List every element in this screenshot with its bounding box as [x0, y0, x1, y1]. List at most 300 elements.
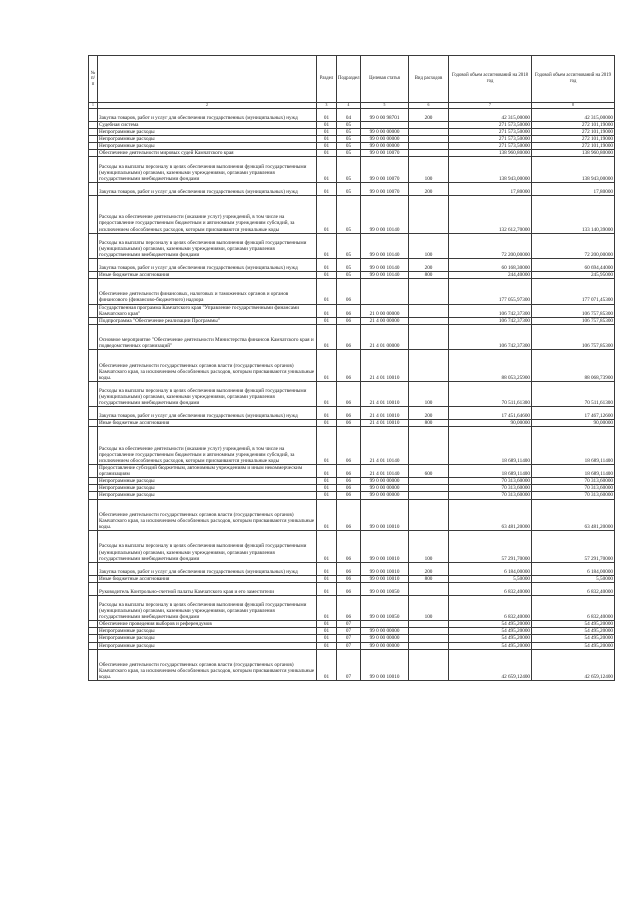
razdel-cell: 01 — [317, 499, 337, 531]
num-cell — [89, 182, 98, 195]
podrazdel-cell: 05 — [337, 233, 361, 258]
value-2018-cell: 6 832,40000 — [449, 582, 532, 595]
table-row — [89, 420, 615, 427]
value-2019-cell: 6 832,40000 — [532, 595, 615, 620]
value-2018-cell: 5,50000 — [449, 575, 532, 582]
razdel-cell: 01 — [317, 304, 337, 317]
podrazdel-cell: 06 — [337, 350, 361, 382]
vid-cell: 200 — [409, 259, 449, 272]
value-2019-cell: 106 757,85300 — [532, 304, 615, 317]
vid-cell: 100 — [409, 381, 449, 406]
target-cell: 21 4 01 10010 — [361, 381, 409, 406]
num-cell — [89, 492, 98, 499]
col-razdel-header: Раздел — [317, 56, 337, 103]
podrazdel-cell: 05 — [337, 136, 361, 143]
razdel-cell: 01 — [317, 272, 337, 279]
target-cell: 21 4 00 00000 — [361, 317, 409, 324]
header-row — [89, 56, 615, 103]
value-2018-cell: 54 495,20000 — [449, 635, 532, 642]
value-2019-cell: 245,95000 — [532, 272, 615, 279]
podrazdel-cell: 05 — [337, 157, 361, 182]
target-cell: 99 0 00 00000 — [361, 485, 409, 492]
value-2018-cell: 54 495,20000 — [449, 628, 532, 635]
vid-cell — [409, 427, 449, 465]
podrazdel-cell: 06 — [337, 492, 361, 499]
razdel-cell: 01 — [317, 259, 337, 272]
razdel-cell: 01 — [317, 635, 337, 642]
table-row — [89, 427, 615, 465]
podrazdel-cell: 06 — [337, 317, 361, 324]
num-cell — [89, 582, 98, 595]
vid-cell: 200 — [409, 407, 449, 420]
num-cell — [89, 136, 98, 143]
razdel-cell: 01 — [317, 621, 337, 628]
table-row — [89, 272, 615, 279]
vid-cell: 600 — [409, 465, 449, 478]
num-cell — [89, 195, 98, 233]
podrazdel-cell: 06 — [337, 595, 361, 620]
name-cell: Обеспечение деятельности государственных органов власти (государственных органов) Камчатского края, за исключением обособленных расходов, которым присваиваются уникальные коды. — [98, 649, 317, 681]
podrazdel-cell: 05 — [337, 143, 361, 150]
table-row — [89, 499, 615, 531]
index-cell: 4 — [337, 103, 361, 109]
podrazdel-cell: 05 — [337, 272, 361, 279]
podrazdel-cell: 06 — [337, 279, 361, 304]
podrazdel-cell: 06 — [337, 427, 361, 465]
podrazdel-cell: 06 — [337, 407, 361, 420]
vid-cell: 100 — [409, 233, 449, 258]
table-body — [89, 109, 615, 681]
target-cell: 99 0 00 00000 — [361, 136, 409, 143]
value-2019-cell: 272 101,19000 — [532, 136, 615, 143]
podrazdel-cell: 07 — [337, 642, 361, 649]
target-cell: 99 0 00 10010 — [361, 575, 409, 582]
razdel-cell: 01 — [317, 143, 337, 150]
razdel-cell: 01 — [317, 109, 337, 122]
target-cell: 99 0 00 10140 — [361, 233, 409, 258]
razdel-cell: 01 — [317, 420, 337, 427]
target-cell: 99 0 00 10010 — [361, 531, 409, 563]
value-2018-cell: 17,80000 — [449, 182, 532, 195]
value-2018-cell: 138 960,80000 — [449, 150, 532, 157]
target-cell — [361, 122, 409, 129]
name-cell: Непрограммные расходы — [98, 642, 317, 649]
value-2018-cell: 70 313,60000 — [449, 478, 532, 485]
vid-cell — [409, 279, 449, 304]
table-row — [89, 122, 615, 129]
num-cell — [89, 109, 98, 122]
num-cell — [89, 595, 98, 620]
table-row — [89, 381, 615, 406]
razdel-cell: 01 — [317, 122, 337, 129]
vid-cell: 200 — [409, 182, 449, 195]
podrazdel-cell: 06 — [337, 575, 361, 582]
col-2019-header: Годовой объем ассигнований на 2019 год — [532, 56, 615, 103]
name-cell: Закупка товаров, работ и услуг для обеспечения государственных (муниципальных) нужд — [98, 182, 317, 195]
name-cell: Непрограммные расходы — [98, 635, 317, 642]
podrazdel-cell: 06 — [337, 531, 361, 563]
table-row — [89, 595, 615, 620]
num-cell — [89, 259, 98, 272]
vid-cell: 100 — [409, 157, 449, 182]
col-name-header — [98, 56, 317, 103]
vid-cell — [409, 350, 449, 382]
num-cell — [89, 465, 98, 478]
name-cell: Расходы на выплаты персоналу в целях обеспечения выполнения функций государственными (муниципальными) органами, казенными учреждениями, органами управления государственными внебюджетными фондами — [98, 233, 317, 258]
index-cell: 5 — [361, 103, 409, 109]
razdel-cell: 01 — [317, 427, 337, 465]
target-cell: 99 0 00 10010 — [361, 499, 409, 531]
value-2018-cell: 88 053,25900 — [449, 350, 532, 382]
value-2019-cell: 54 495,20000 — [532, 621, 615, 628]
value-2018-cell: 54 495,20000 — [449, 621, 532, 628]
value-2019-cell: 177 071,45300 — [532, 279, 615, 304]
num-cell — [89, 420, 98, 427]
value-2019-cell: 70 511,61300 — [532, 381, 615, 406]
table-row — [89, 143, 615, 150]
table-row — [89, 485, 615, 492]
num-cell — [89, 272, 98, 279]
razdel-cell: 01 — [317, 582, 337, 595]
value-2019-cell: 6 832,40000 — [532, 582, 615, 595]
budget-table — [88, 55, 615, 681]
table-row — [89, 635, 615, 642]
podrazdel-cell: 05 — [337, 122, 361, 129]
target-cell: 21 0 00 00000 — [361, 304, 409, 317]
value-2018-cell: 271 573,50000 — [449, 122, 532, 129]
table-row — [89, 136, 615, 143]
vid-cell: 800 — [409, 420, 449, 427]
vid-cell — [409, 304, 449, 317]
podrazdel-cell: 06 — [337, 562, 361, 575]
name-cell: Обеспечение деятельности финансовых, налоговых и таможенных органов и органов финансового (финансово-бюджетного) надзора — [98, 279, 317, 304]
value-2019-cell: 272 101,19000 — [532, 143, 615, 150]
vid-cell — [409, 129, 449, 136]
value-2018-cell: 6 832,40000 — [449, 595, 532, 620]
target-cell: 99 0 00 98701 — [361, 109, 409, 122]
value-2018-cell: 271 573,50000 — [449, 129, 532, 136]
razdel-cell: 01 — [317, 531, 337, 563]
razdel-cell: 01 — [317, 136, 337, 143]
value-2019-cell: 57 291,70000 — [532, 531, 615, 563]
name-cell: Обеспечение деятельности мировых судей Камчатского края — [98, 150, 317, 157]
value-2019-cell: 54 495,20000 — [532, 635, 615, 642]
razdel-cell: 01 — [317, 381, 337, 406]
index-cell: 7 — [449, 103, 532, 109]
value-2019-cell: 138 943,00000 — [532, 157, 615, 182]
razdel-cell: 01 — [317, 182, 337, 195]
value-2019-cell: 5,50000 — [532, 575, 615, 582]
num-cell — [89, 478, 98, 485]
razdel-cell: 01 — [317, 150, 337, 157]
target-cell: 21 4 01 00000 — [361, 324, 409, 349]
index-cell: 3 — [317, 103, 337, 109]
value-2018-cell: 177 055,97300 — [449, 279, 532, 304]
value-2019-cell: 18 689,11400 — [532, 427, 615, 465]
podrazdel-cell: 05 — [337, 150, 361, 157]
num-cell — [89, 143, 98, 150]
razdel-cell: 01 — [317, 324, 337, 349]
value-2018-cell: 106 742,37300 — [449, 324, 532, 349]
razdel-cell: 01 — [317, 575, 337, 582]
target-cell: 99 0 00 10140 — [361, 195, 409, 233]
value-2018-cell: 54 495,20000 — [449, 642, 532, 649]
num-cell — [89, 157, 98, 182]
podrazdel-cell: 04 — [337, 109, 361, 122]
razdel-cell: 01 — [317, 195, 337, 233]
name-cell: Обеспечение деятельности государственных органов власти (государственных органов) Камчатского края, за исключением обособленных расходов, которым присваиваются уникальные коды. — [98, 350, 317, 382]
table-row — [89, 621, 615, 628]
target-cell: 21 4 01 10010 — [361, 350, 409, 382]
value-2019-cell: 106 757,85300 — [532, 324, 615, 349]
value-2019-cell: 17,80000 — [532, 182, 615, 195]
value-2018-cell: 17 451,64600 — [449, 407, 532, 420]
num-cell — [89, 122, 98, 129]
value-2018-cell: 106 742,37300 — [449, 317, 532, 324]
vid-cell — [409, 621, 449, 628]
value-2018-cell: 132 612,70000 — [449, 195, 532, 233]
col-num-header: № п/п — [89, 56, 98, 103]
value-2019-cell: 272 101,19000 — [532, 129, 615, 136]
razdel-cell: 01 — [317, 562, 337, 575]
vid-cell — [409, 136, 449, 143]
value-2019-cell: 17 467,12600 — [532, 407, 615, 420]
target-cell: 21 4 01 10010 — [361, 407, 409, 420]
razdel-cell: 01 — [317, 350, 337, 382]
razdel-cell: 01 — [317, 233, 337, 258]
num-cell — [89, 427, 98, 465]
podrazdel-cell: 06 — [337, 478, 361, 485]
value-2019-cell: 88 068,73900 — [532, 350, 615, 382]
razdel-cell: 01 — [317, 317, 337, 324]
podrazdel-cell: 06 — [337, 582, 361, 595]
vid-cell: 100 — [409, 531, 449, 563]
name-cell: Непрограммные расходы — [98, 129, 317, 136]
value-2018-cell: 57 291,70000 — [449, 531, 532, 563]
podrazdel-cell: 06 — [337, 420, 361, 427]
vid-cell: 800 — [409, 272, 449, 279]
table-row — [89, 628, 615, 635]
index-cell: 6 — [409, 103, 449, 109]
target-cell: 21 4 01 10010 — [361, 420, 409, 427]
value-2018-cell: 42 659,12400 — [449, 649, 532, 681]
col-vid-header: Вид расходов — [409, 56, 449, 103]
num-cell — [89, 317, 98, 324]
podrazdel-cell: 06 — [337, 304, 361, 317]
podrazdel-cell: 07 — [337, 635, 361, 642]
value-2018-cell: 271 573,50000 — [449, 143, 532, 150]
value-2019-cell: 106 757,85300 — [532, 317, 615, 324]
name-cell: Иные бюджетные ассигнования — [98, 420, 317, 427]
value-2019-cell: 6 184,00000 — [532, 562, 615, 575]
name-cell: Закупка товаров, работ и услуг для обеспечения государственных (муниципальных) нужд — [98, 259, 317, 272]
vid-cell — [409, 485, 449, 492]
value-2018-cell: 106 742,37300 — [449, 304, 532, 317]
vid-cell — [409, 122, 449, 129]
vid-cell — [409, 195, 449, 233]
razdel-cell: 01 — [317, 129, 337, 136]
razdel-cell: 01 — [317, 642, 337, 649]
table-row — [89, 304, 615, 317]
target-cell: 99 0 00 10050 — [361, 595, 409, 620]
table-row — [89, 562, 615, 575]
value-2019-cell: 42 315,00000 — [532, 109, 615, 122]
vid-cell — [409, 642, 449, 649]
index-cell: 1 — [89, 103, 98, 109]
value-2019-cell: 138 960,80000 — [532, 150, 615, 157]
name-cell: Иные бюджетные ассигнования — [98, 272, 317, 279]
name-cell: Обеспечение проведения выборов и референдумов — [98, 621, 317, 628]
table-row — [89, 157, 615, 182]
num-cell — [89, 279, 98, 304]
target-cell: 21 4 01 10140 — [361, 465, 409, 478]
name-cell: Закупка товаров, работ и услуг для обеспечения государственных (муниципальных) нужд — [98, 407, 317, 420]
vid-cell — [409, 143, 449, 150]
num-cell — [89, 233, 98, 258]
value-2018-cell: 138 943,00000 — [449, 157, 532, 182]
razdel-cell: 01 — [317, 595, 337, 620]
value-2018-cell: 244,40000 — [449, 272, 532, 279]
value-2018-cell: 6 184,00000 — [449, 562, 532, 575]
target-cell: 99 0 00 10010 — [361, 649, 409, 681]
value-2019-cell: 18 689,11400 — [532, 465, 615, 478]
target-cell: 99 0 00 00000 — [361, 143, 409, 150]
num-cell — [89, 575, 98, 582]
index-cell: 2 — [98, 103, 317, 109]
value-2019-cell: 54 495,20000 — [532, 628, 615, 635]
table-row — [89, 233, 615, 258]
name-cell: Предоставление субсидий бюджетным, автономным учреждениям и иным некоммерческим организациям — [98, 465, 317, 478]
num-cell — [89, 531, 98, 563]
name-cell: Государственная программа Камчатского края "Управление государственными финансами Камчатского края" — [98, 304, 317, 317]
name-cell: Расходы на выплаты персоналу в целях обеспечения выполнения функций государственными (муниципальными) органами, казенными учреждениями, органами управления государственными внебюджетными фондами — [98, 531, 317, 563]
num-cell — [89, 304, 98, 317]
vid-cell: 200 — [409, 109, 449, 122]
table-row — [89, 642, 615, 649]
target-cell: 99 0 00 10140 — [361, 259, 409, 272]
num-cell — [89, 407, 98, 420]
table-row — [89, 182, 615, 195]
value-2019-cell: 72 200,00000 — [532, 233, 615, 258]
podrazdel-cell: 05 — [337, 182, 361, 195]
target-cell: 99 0 00 10050 — [361, 582, 409, 595]
podrazdel-cell: 06 — [337, 465, 361, 478]
name-cell: Закупка товаров, работ и услуг для обеспечения государственных (муниципальных) нужд — [98, 109, 317, 122]
value-2018-cell: 271 573,50000 — [449, 136, 532, 143]
value-2018-cell: 18 689,11400 — [449, 427, 532, 465]
name-cell: Непрограммные расходы — [98, 136, 317, 143]
num-cell — [89, 324, 98, 349]
podrazdel-cell: 06 — [337, 324, 361, 349]
podrazdel-cell: 06 — [337, 499, 361, 531]
num-cell — [89, 150, 98, 157]
razdel-cell: 01 — [317, 628, 337, 635]
vid-cell: 100 — [409, 595, 449, 620]
razdel-cell: 01 — [317, 649, 337, 681]
num-cell — [89, 499, 98, 531]
target-cell: 99 0 00 00000 — [361, 628, 409, 635]
name-cell: Непрограммные расходы — [98, 478, 317, 485]
razdel-cell: 01 — [317, 279, 337, 304]
vid-cell — [409, 649, 449, 681]
vid-cell — [409, 492, 449, 499]
podrazdel-cell: 07 — [337, 628, 361, 635]
table-row — [89, 575, 615, 582]
num-cell — [89, 628, 98, 635]
table-row — [89, 531, 615, 563]
name-cell: Непрограммные расходы — [98, 492, 317, 499]
value-2018-cell: 90,00000 — [449, 420, 532, 427]
name-cell: Расходы на обеспечение деятельности (оказание услуг) учреждений, в том числе на предоставление государственным бюджетным и автономным учреждениям субсидий, за исключением обособленных расходов, которым присваиваются уникальные коды — [98, 427, 317, 465]
vid-cell — [409, 628, 449, 635]
table-row — [89, 129, 615, 136]
num-cell — [89, 350, 98, 382]
target-cell: 99 0 00 10010 — [361, 562, 409, 575]
podrazdel-cell: 05 — [337, 259, 361, 272]
podrazdel-cell: 05 — [337, 195, 361, 233]
vid-cell — [409, 582, 449, 595]
target-cell: 99 0 00 10070 — [361, 150, 409, 157]
value-2019-cell: 54 495,20000 — [532, 642, 615, 649]
podrazdel-cell: 07 — [337, 649, 361, 681]
target-cell — [361, 279, 409, 304]
target-cell: 99 0 00 10140 — [361, 272, 409, 279]
name-cell: Расходы на выплаты персоналу в целях обеспечения выполнения функций государственными (муниципальными) органами, казенными учреждениями, органами управления государственными внебюджетными фондами — [98, 595, 317, 620]
podrazdel-cell: 06 — [337, 381, 361, 406]
vid-cell: 200 — [409, 562, 449, 575]
table-row — [89, 492, 615, 499]
podrazdel-cell: 05 — [337, 129, 361, 136]
name-cell: Обеспечение деятельности государственных органов власти (государственных органов) Камчатского края, за исключением обособленных расходов, которым присваиваются уникальные коды. — [98, 499, 317, 531]
table-row — [89, 150, 615, 157]
name-cell: Расходы на обеспечение деятельности (оказание услуг) учреждений, в том числе на предоставление государственным бюджетным и автономным учреждениям субсидий, за исключением обособленных расходов, которым присваиваются уникальные коды — [98, 195, 317, 233]
vid-cell — [409, 150, 449, 157]
vid-cell — [409, 324, 449, 349]
vid-cell — [409, 499, 449, 531]
razdel-cell: 01 — [317, 157, 337, 182]
name-cell: Непрограммные расходы — [98, 628, 317, 635]
target-cell: 21 4 01 10140 — [361, 427, 409, 465]
vid-cell — [409, 317, 449, 324]
target-cell: 99 0 00 00000 — [361, 635, 409, 642]
vid-cell: 800 — [409, 575, 449, 582]
value-2018-cell: 18 689,11400 — [449, 465, 532, 478]
num-cell — [89, 621, 98, 628]
value-2019-cell: 133 140,39000 — [532, 195, 615, 233]
table-row — [89, 407, 615, 420]
num-cell — [89, 562, 98, 575]
podrazdel-cell: 06 — [337, 485, 361, 492]
podrazdel-cell: 07 — [337, 621, 361, 628]
table-row — [89, 465, 615, 478]
value-2019-cell: 70 313,60000 — [532, 485, 615, 492]
value-2018-cell: 72 200,00000 — [449, 233, 532, 258]
name-cell: Основное мероприятие "Обеспечение деятельности Министерства финансов Камчатского края и подведомственных организаций" — [98, 324, 317, 349]
index-cell: 8 — [532, 103, 615, 109]
value-2019-cell: 70 313,60000 — [532, 492, 615, 499]
target-cell: 99 0 00 00000 — [361, 642, 409, 649]
name-cell: Судебная система — [98, 122, 317, 129]
num-cell — [89, 649, 98, 681]
value-2019-cell: 60 694,44000 — [532, 259, 615, 272]
target-cell — [361, 621, 409, 628]
value-2018-cell: 70 313,60000 — [449, 485, 532, 492]
num-cell — [89, 129, 98, 136]
name-cell: Руководитель Контрольно-счетной палаты Камчатского края и его заместители — [98, 582, 317, 595]
name-cell: Закупка товаров, работ и услуг для обеспечения государственных (муниципальных) нужд — [98, 562, 317, 575]
value-2019-cell: 272 101,19000 — [532, 122, 615, 129]
vid-cell — [409, 478, 449, 485]
